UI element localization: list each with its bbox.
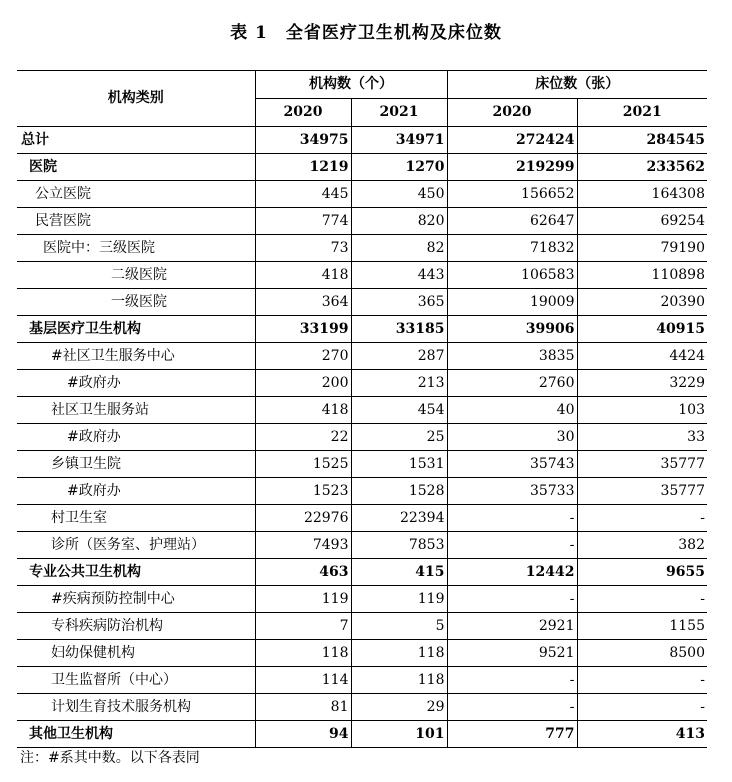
row-label: 专业公共卫生机构 (17, 559, 255, 586)
row-value: 114 (255, 667, 351, 694)
row-label: 公立医院 (17, 181, 255, 208)
row-value: 34975 (255, 127, 351, 154)
table-row (17, 640, 707, 667)
table-row (17, 370, 707, 397)
row-value: 219299 (447, 154, 577, 181)
row-value: - (447, 694, 577, 721)
row-label: 专科疾病防治机构 (17, 613, 255, 640)
row-label: 一级医院 (17, 289, 255, 316)
row-value: 118 (351, 640, 447, 667)
row-value: 7 (255, 613, 351, 640)
row-value: 413 (577, 721, 707, 748)
row-value: - (577, 667, 707, 694)
table-row (17, 532, 707, 559)
row-value: 777 (447, 721, 577, 748)
row-value: 73 (255, 235, 351, 262)
row-value: 110898 (577, 262, 707, 289)
row-value: 20390 (577, 289, 707, 316)
table-row (17, 613, 707, 640)
row-value: 454 (351, 397, 447, 424)
table-row (17, 208, 707, 235)
table-row (17, 559, 707, 586)
row-value: 94 (255, 721, 351, 748)
row-value: 213 (351, 370, 447, 397)
table-row (17, 478, 707, 505)
row-value: - (447, 532, 577, 559)
header-year: 2020 (447, 99, 577, 127)
table-row (17, 424, 707, 451)
row-value: 443 (351, 262, 447, 289)
table-row (17, 667, 707, 694)
row-label: #政府办 (17, 478, 255, 505)
row-value: 1528 (351, 478, 447, 505)
row-label: 村卫生室 (17, 505, 255, 532)
row-value: 270 (255, 343, 351, 370)
row-value: 9521 (447, 640, 577, 667)
row-value: 79190 (577, 235, 707, 262)
row-value: 35777 (577, 478, 707, 505)
row-value: 9655 (577, 559, 707, 586)
row-value: 272424 (447, 127, 577, 154)
table-number: 表 1 (230, 23, 268, 43)
table-row (17, 235, 707, 262)
row-value: 450 (351, 181, 447, 208)
row-label: 妇幼保健机构 (17, 640, 255, 667)
row-label: 社区卫生服务站 (17, 397, 255, 424)
row-value: 364 (255, 289, 351, 316)
table-row (17, 694, 707, 721)
row-value: 820 (351, 208, 447, 235)
row-value: 40 (447, 397, 577, 424)
row-value: 1525 (255, 451, 351, 478)
header-institutions: 机构数（个） (255, 71, 447, 99)
row-value: 164308 (577, 181, 707, 208)
row-value: 5 (351, 613, 447, 640)
row-value: 1523 (255, 478, 351, 505)
row-label: 二级医院 (17, 262, 255, 289)
table-body (17, 127, 707, 748)
row-value: 3229 (577, 370, 707, 397)
row-value: 33 (577, 424, 707, 451)
row-value: - (447, 667, 577, 694)
row-value: 81 (255, 694, 351, 721)
table-note: 注：#系其中数。以下各表同 (20, 750, 200, 766)
row-value: 415 (351, 559, 447, 586)
header-year: 2021 (351, 99, 447, 127)
row-value: 774 (255, 208, 351, 235)
row-value: 284545 (577, 127, 707, 154)
row-value: 19009 (447, 289, 577, 316)
table-row (17, 343, 707, 370)
row-label: #疾病预防控制中心 (17, 586, 255, 613)
row-label: #社区卫生服务中心 (17, 343, 255, 370)
table-row (17, 154, 707, 181)
row-value: 1531 (351, 451, 447, 478)
row-label: 卫生监督所（中心） (17, 667, 255, 694)
table-row (17, 262, 707, 289)
row-value: 119 (351, 586, 447, 613)
table-row (17, 181, 707, 208)
row-value: 382 (577, 532, 707, 559)
row-value: 35743 (447, 451, 577, 478)
row-value: 25 (351, 424, 447, 451)
row-label: 基层医疗卫生机构 (17, 316, 255, 343)
row-label: 医院 (17, 154, 255, 181)
table-row (17, 316, 707, 343)
header-beds: 床位数（张） (447, 71, 707, 99)
row-value: 33199 (255, 316, 351, 343)
row-value: 39906 (447, 316, 577, 343)
row-value: 34971 (351, 127, 447, 154)
row-value: - (577, 694, 707, 721)
row-value: 35777 (577, 451, 707, 478)
row-label: 总计 (17, 127, 255, 154)
row-value: 33185 (351, 316, 447, 343)
row-value: - (447, 586, 577, 613)
header-year: 2021 (577, 99, 707, 127)
row-value: 3835 (447, 343, 577, 370)
row-value: 119 (255, 586, 351, 613)
row-value: 12442 (447, 559, 577, 586)
statistics-table (17, 70, 707, 748)
row-value: 118 (351, 667, 447, 694)
row-value: 1270 (351, 154, 447, 181)
row-value: 2921 (447, 613, 577, 640)
row-label: 医院中：三级医院 (17, 235, 255, 262)
row-value: 1155 (577, 613, 707, 640)
row-value: 22976 (255, 505, 351, 532)
table-title (0, 18, 732, 43)
row-label: 民营医院 (17, 208, 255, 235)
header-category: 机构类别 (17, 71, 255, 127)
row-value: 118 (255, 640, 351, 667)
table-row (17, 289, 707, 316)
row-value: 22 (255, 424, 351, 451)
row-value: 22394 (351, 505, 447, 532)
row-value: - (577, 586, 707, 613)
row-value: 200 (255, 370, 351, 397)
table-row (17, 505, 707, 532)
row-value: 35733 (447, 478, 577, 505)
table-row (17, 721, 707, 748)
row-value: 7853 (351, 532, 447, 559)
row-value: 233562 (577, 154, 707, 181)
row-label: 其他卫生机构 (17, 721, 255, 748)
row-label: #政府办 (17, 424, 255, 451)
table-row (17, 127, 707, 154)
table-row (17, 451, 707, 478)
row-value: 8500 (577, 640, 707, 667)
row-value: - (577, 505, 707, 532)
row-value: 40915 (577, 316, 707, 343)
table-title-text: 全省医疗卫生机构及床位数 (285, 23, 502, 43)
row-value: 106583 (447, 262, 577, 289)
row-value: 418 (255, 262, 351, 289)
row-value: 7493 (255, 532, 351, 559)
row-value: 1219 (255, 154, 351, 181)
row-value: 2760 (447, 370, 577, 397)
header-year: 2020 (255, 99, 351, 127)
row-value: 156652 (447, 181, 577, 208)
row-value: 418 (255, 397, 351, 424)
row-value: 30 (447, 424, 577, 451)
table-row (17, 397, 707, 424)
row-value: 463 (255, 559, 351, 586)
row-value: 82 (351, 235, 447, 262)
row-label: #政府办 (17, 370, 255, 397)
row-value: 71832 (447, 235, 577, 262)
row-label: 计划生育技术服务机构 (17, 694, 255, 721)
row-value: 62647 (447, 208, 577, 235)
row-value: 69254 (577, 208, 707, 235)
row-value: 4424 (577, 343, 707, 370)
row-value: 101 (351, 721, 447, 748)
row-value: 445 (255, 181, 351, 208)
row-value: 287 (351, 343, 447, 370)
row-value: 103 (577, 397, 707, 424)
row-value: - (447, 505, 577, 532)
row-value: 29 (351, 694, 447, 721)
row-value: 365 (351, 289, 447, 316)
table-row (17, 586, 707, 613)
row-label: 乡镇卫生院 (17, 451, 255, 478)
row-label: 诊所（医务室、护理站） (17, 532, 255, 559)
